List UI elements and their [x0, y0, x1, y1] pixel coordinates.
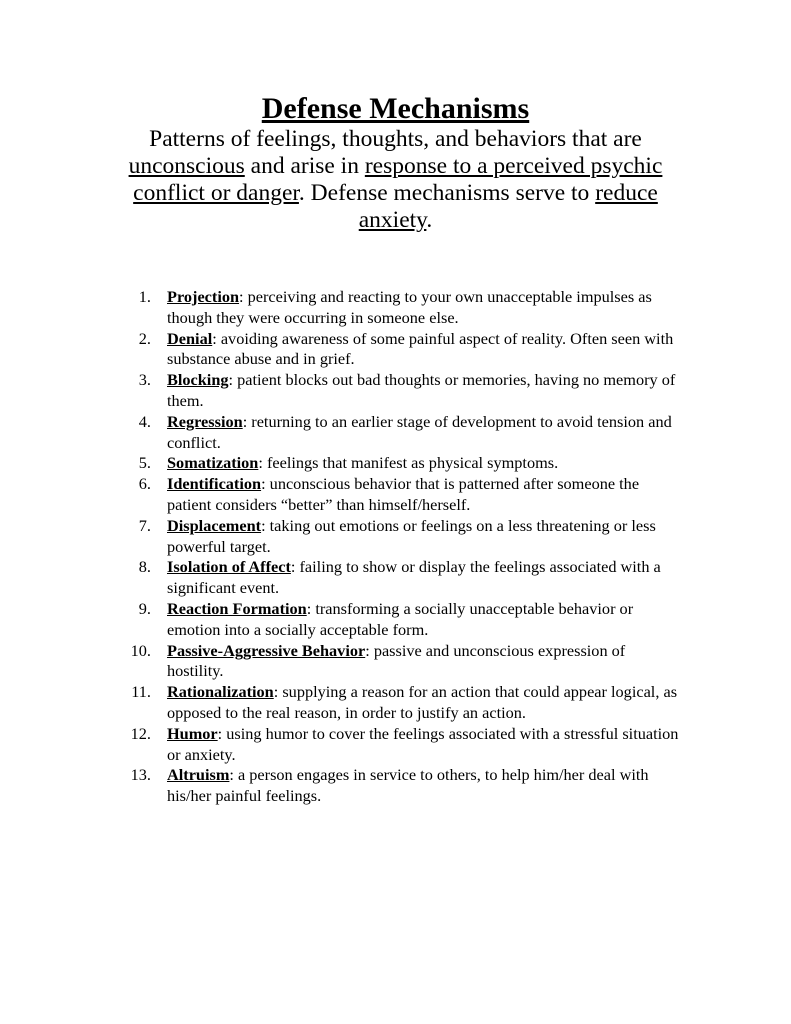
item-body [167, 682, 682, 724]
item-term: Projection [167, 287, 240, 306]
item-number: 3. [138, 370, 151, 390]
item-description: : returning to an earlier stage of development to avoid tension and conflict. [167, 411, 672, 452]
subtitle-part-2: and arise in [244, 153, 365, 179]
list-item [0, 765, 791, 807]
item-term: Displacement [167, 515, 262, 535]
item-term: Denial [167, 328, 213, 348]
item-body [167, 641, 682, 683]
item-body [167, 412, 682, 454]
item-term: Reaction Formation [167, 598, 307, 618]
item-body [167, 599, 682, 641]
item-number: 6. [138, 474, 151, 494]
item-term: Altruism [167, 765, 230, 785]
item-term: Somatization [167, 453, 259, 473]
item-description: : supplying a reason for an action that could appear logical, as opposed to the real reason, in order to justify an action. [167, 682, 678, 722]
item-term: Regression [167, 411, 243, 431]
item-body [167, 453, 682, 474]
item-description: : avoiding awareness of some painful aspect of reality. Often seen with substance abuse and in grief. [167, 328, 674, 369]
subtitle-part-3: . Defense mechanisms serve to [298, 180, 596, 206]
item-body [167, 724, 682, 766]
item-number: 12. [130, 723, 151, 743]
list-item [0, 599, 791, 641]
subtitle-part-4: . [426, 207, 433, 233]
subtitle-underline-response: response to a perceived psychic conflict or danger [133, 153, 663, 206]
item-term: Blocking [167, 370, 229, 390]
page-title-text: Defense Mechanisms [261, 92, 530, 125]
list-item [0, 724, 791, 766]
list-item [0, 412, 791, 454]
item-body [167, 329, 682, 371]
item-number: 11. [131, 682, 151, 702]
page-title [0, 92, 791, 126]
item-description: : feelings that manifest as physical symptoms. [258, 453, 559, 473]
item-description: : perceiving and reacting to your own unacceptable impulses as though they were occurring in someone else. [167, 287, 652, 327]
item-body [167, 287, 682, 329]
list-item [0, 641, 791, 683]
page-subtitle [120, 126, 671, 234]
item-description: : failing to show or display the feelings associated with a significant event. [167, 557, 661, 598]
item-term: Humor [167, 723, 218, 743]
item-number: 1. [138, 287, 151, 306]
item-description: : using humor to cover the feelings associated with a stressful situation or anxiety. [167, 723, 679, 764]
item-term: Passive-Aggressive Behavior [167, 640, 366, 660]
subtitle-part-1: Patterns of feelings, thoughts, and behaviors that are [149, 126, 642, 152]
item-description: : passive and unconscious expression of hostility. [167, 640, 626, 681]
item-term: Rationalization [167, 682, 274, 702]
defense-mechanism-list [0, 287, 791, 807]
item-body [167, 557, 682, 599]
item-description: : a person engages in service to others, to help him/her deal with his/her painful feelings. [167, 765, 649, 806]
list-item [0, 329, 791, 371]
item-number: 5. [138, 453, 151, 473]
subtitle-underline-reduce-anxiety: reduce anxiety [358, 180, 658, 233]
item-body [167, 516, 682, 558]
list-item [0, 557, 791, 599]
list-item [0, 682, 791, 724]
item-body [167, 474, 682, 516]
item-number: 10. [130, 640, 151, 660]
item-number: 9. [138, 598, 151, 618]
item-description: : unconscious behavior that is patterned after someone the patient considers “better” than himself/herself. [167, 474, 640, 514]
item-description: : patient blocks out bad thoughts or memories, having no memory of them. [167, 370, 676, 410]
item-term: Identification [167, 474, 262, 494]
item-body [167, 765, 682, 807]
item-term: Isolation of Affect [167, 557, 291, 577]
item-number: 2. [138, 328, 151, 348]
list-item [0, 474, 791, 516]
list-item [0, 287, 791, 329]
item-description: : transforming a socially unacceptable behavior or emotion into a socially acceptable form. [167, 598, 634, 639]
list-item [0, 453, 791, 474]
list-item [0, 370, 791, 412]
item-number: 4. [138, 411, 151, 431]
list-item [0, 516, 791, 558]
item-body [167, 370, 682, 412]
subtitle-underline-unconscious: unconscious [128, 153, 245, 179]
item-number: 8. [138, 557, 151, 577]
item-number: 13. [130, 765, 151, 785]
item-description: : taking out emotions or feelings on a less threatening or less powerful target. [167, 515, 656, 556]
item-number: 7. [138, 515, 151, 535]
